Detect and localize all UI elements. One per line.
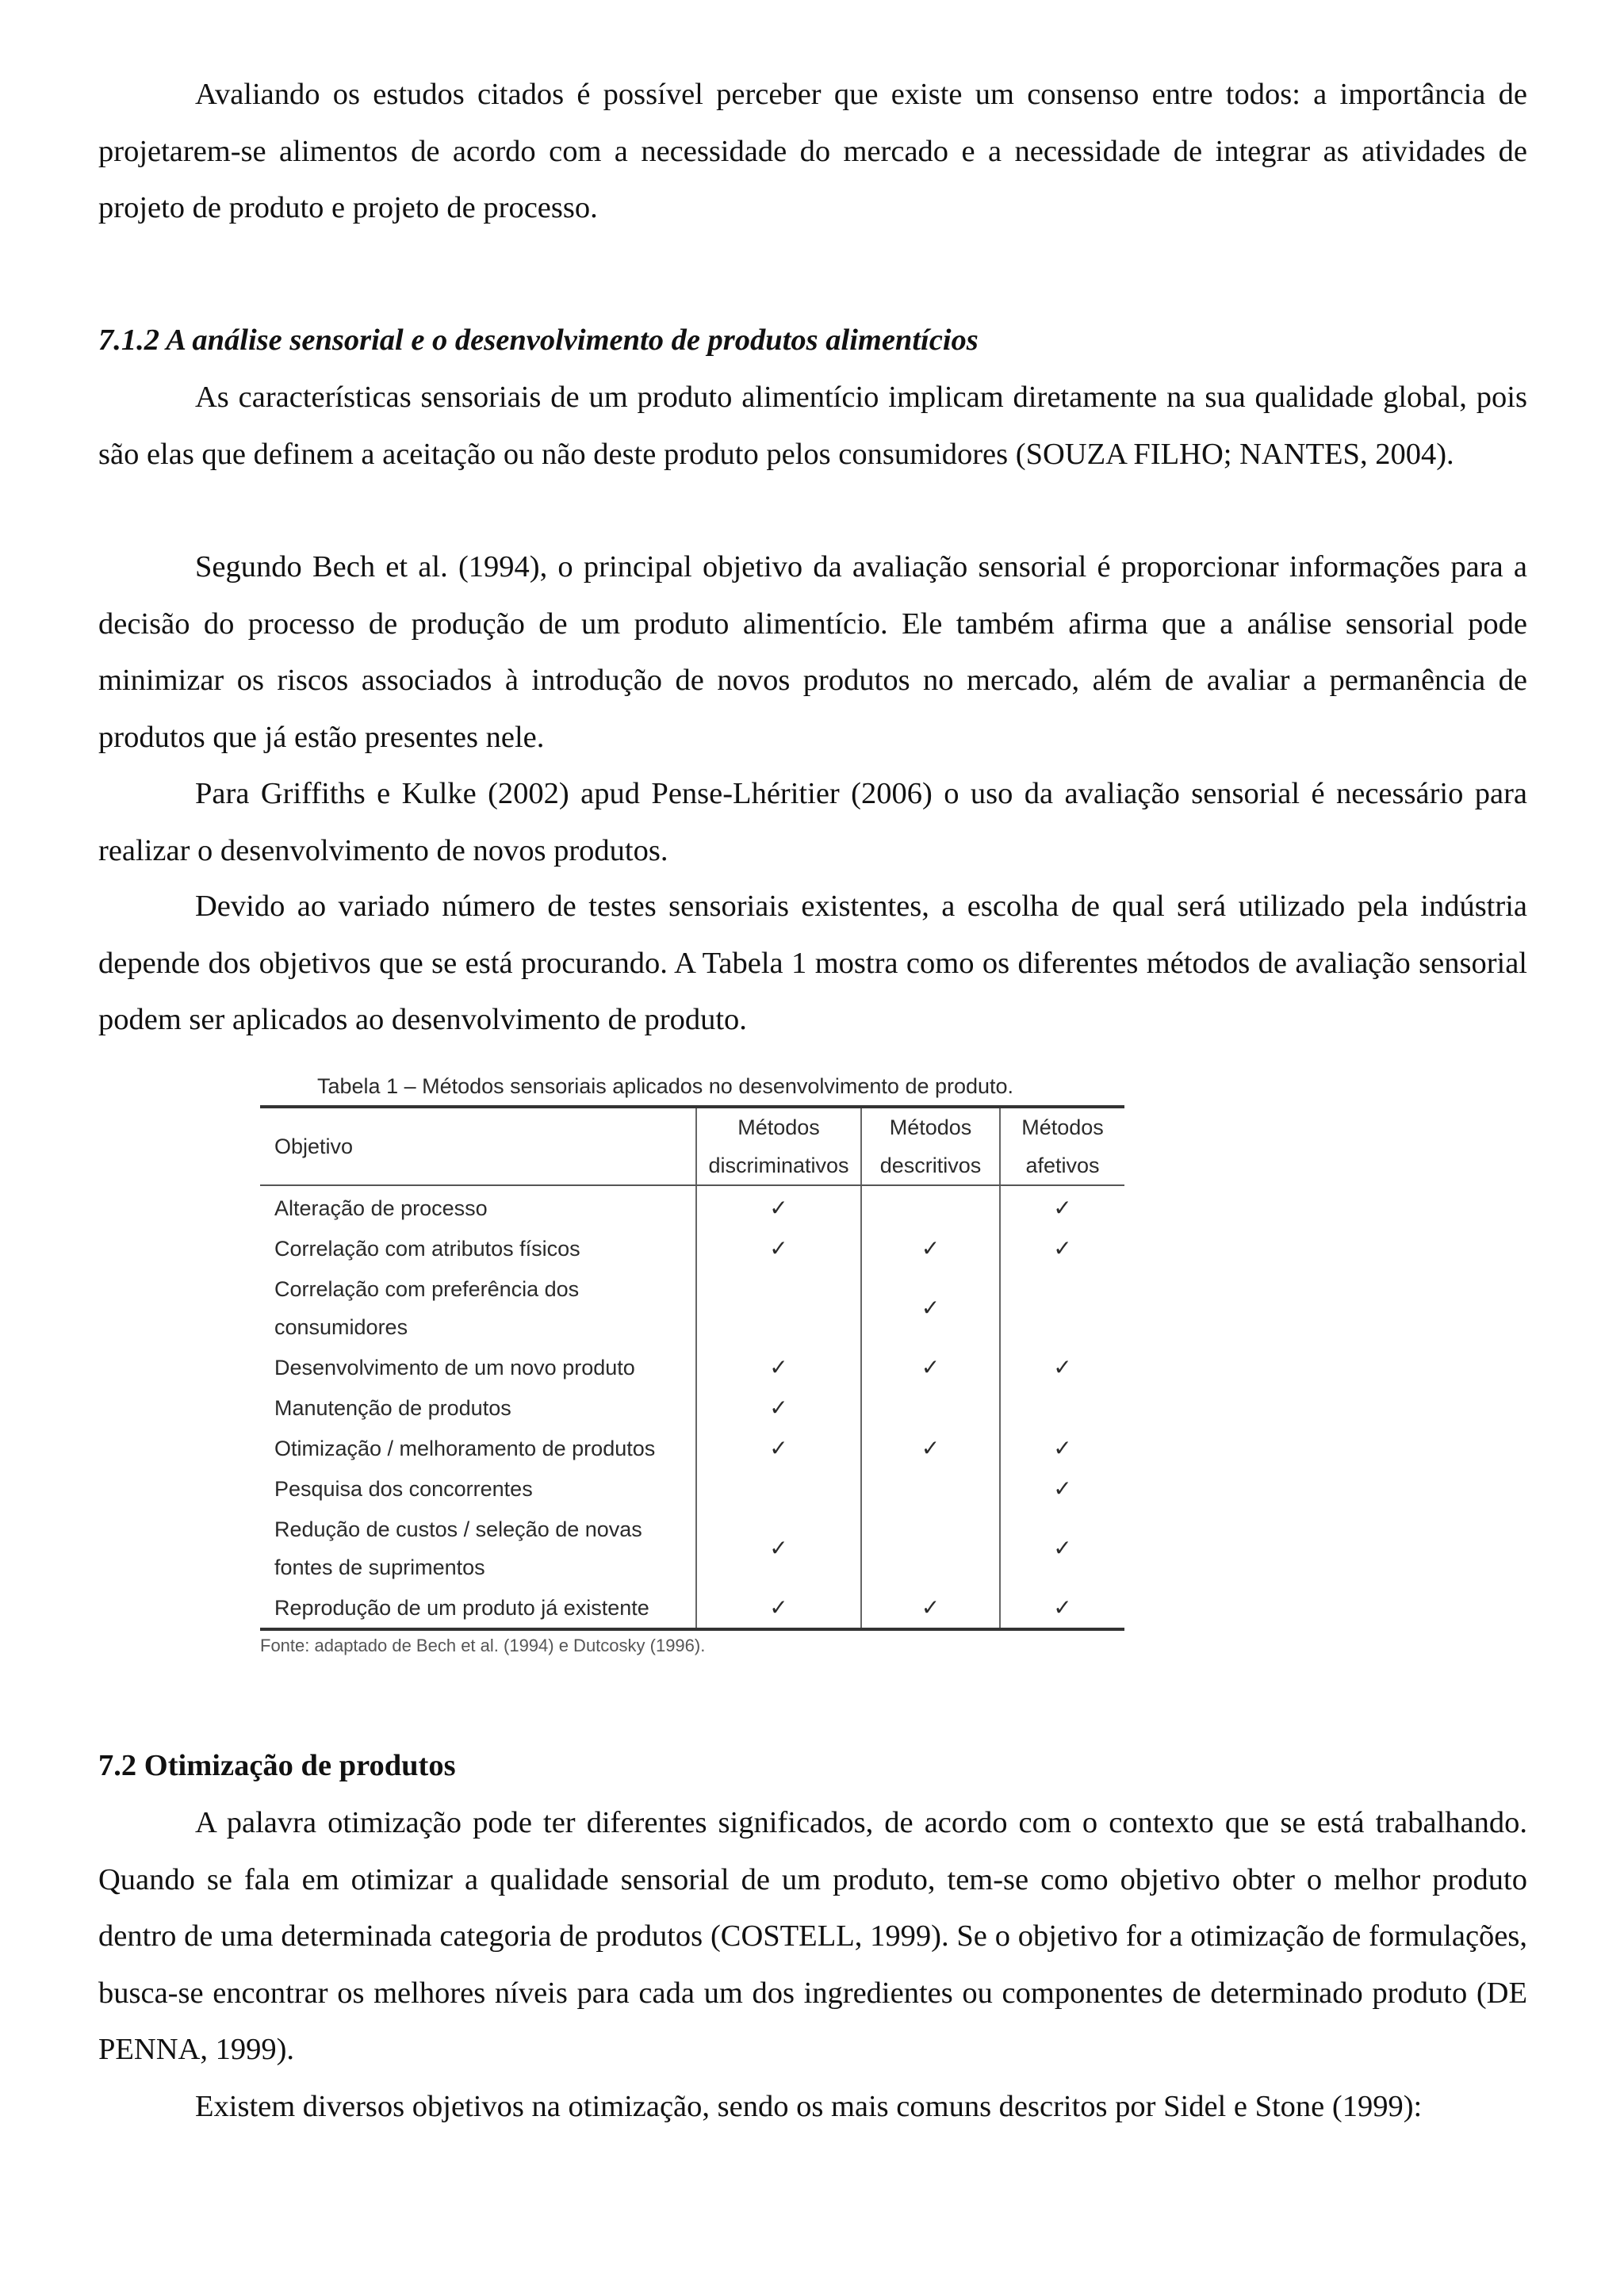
- check-descritivos: ✓: [861, 1269, 1000, 1347]
- check-discriminativos: ✓: [696, 1185, 861, 1228]
- paragraph-objetivos-otimizacao: Existem diversos objetivos na otimização, sendo os mais comuns descritos por Sidel e Stone (1999):: [195, 2090, 1423, 2123]
- check-discriminativos: [696, 1468, 861, 1509]
- check-descritivos: [861, 1509, 1000, 1587]
- check-afetivos: ✓: [1000, 1587, 1124, 1629]
- header-descritivos: Métodos descritivos: [861, 1107, 1000, 1185]
- check-descritivos: ✓: [861, 1587, 1000, 1629]
- row-label: Correlação com atributos físicos: [274, 1236, 580, 1261]
- row-label: Alteração de processo: [274, 1196, 488, 1220]
- table-row: [260, 1269, 1124, 1347]
- check-afetivos: ✓: [1000, 1228, 1124, 1269]
- row-label: Manutenção de produtos: [274, 1395, 511, 1420]
- table-header-row: [260, 1107, 1124, 1185]
- table-caption: Tabela 1 – Métodos sensoriais aplicados no desenvolvimento de produto.: [317, 1074, 1014, 1098]
- row-label: Desenvolvimento de um novo produto: [274, 1355, 635, 1380]
- check-afetivos: ✓: [1000, 1509, 1124, 1587]
- check-discriminativos: [696, 1269, 861, 1347]
- table-row: [260, 1387, 1124, 1428]
- paragraph-caracteristicas-sensoriais: As características sensoriais de um produto alimentício implicam diretamente na sua qualidade global, pois são elas que definem a aceitação ou não deste produto pelos consumidores (SOUZA FILHO; NANTES, 2004).: [98, 381, 1527, 471]
- header-objetivo: Objetivo: [260, 1107, 696, 1185]
- sensory-methods-table: [260, 1105, 1124, 1631]
- table-row: [260, 1347, 1124, 1387]
- header-afetivos: Métodos afetivos: [1000, 1107, 1124, 1185]
- check-discriminativos: ✓: [696, 1387, 861, 1428]
- table-figure: [260, 1067, 1124, 1656]
- check-afetivos: ✓: [1000, 1428, 1124, 1468]
- check-discriminativos: ✓: [696, 1228, 861, 1269]
- row-label: Otimização / melhoramento de produtos: [274, 1436, 656, 1460]
- check-descritivos: ✓: [861, 1428, 1000, 1468]
- check-discriminativos: ✓: [696, 1587, 861, 1629]
- paragraph-otimizacao: A palavra otimização pode ter diferentes significados, de acordo com o contexto que se está trabalhando. Quando se fala em otimizar a qualidade sensorial de um produto, tem-se como objetivo obter o melhor produto dentro de uma determinada categoria de produtos (COSTELL, 1999). Se o objetivo for a otimização de formulações, busca-se encontrar os melhores níveis para cada um dos ingredientes ou componentes de determinado produto (DE PENNA, 1999).: [98, 1806, 1527, 2066]
- row-label: Pesquisa dos concorrentes: [274, 1476, 533, 1501]
- check-descritivos: [861, 1387, 1000, 1428]
- paragraph-bech: Segundo Bech et al. (1994), o principal objetivo da avaliação sensorial é proporcionar informações para a decisão do processo de produção de um produto alimentício. Ele também afirma que a análise sensorial pode minimizar os riscos associados à introdução de novos produtos no mercado, além de avaliar a permanência de produtos que já estão presentes nele.: [98, 550, 1527, 754]
- table-row: [260, 1228, 1124, 1269]
- check-descritivos: [861, 1185, 1000, 1228]
- section-heading-7-1-2: 7.1.2 A análise sensorial e o desenvolvimento de produtos alimentícios: [98, 323, 979, 357]
- check-afetivos: [1000, 1387, 1124, 1428]
- table-source: Fonte: adaptado de Bech et al. (1994) e Dutcosky (1996).: [260, 1636, 706, 1655]
- check-afetivos: ✓: [1000, 1185, 1124, 1228]
- table-row: [260, 1587, 1124, 1629]
- table-row: [260, 1468, 1124, 1509]
- row-label: Correlação com preferência dos consumidores: [274, 1276, 580, 1339]
- check-discriminativos: ✓: [696, 1428, 861, 1468]
- paragraph-griffiths-kulke: Para Griffiths e Kulke (2002) apud Pense-Lhéritier (2006) o uso da avaliação sensorial é necessário para realizar o desenvolvimento de novos produtos.: [98, 777, 1527, 867]
- table-row: [260, 1509, 1124, 1587]
- paragraph-consenso: Avaliando os estudos citados é possível perceber que existe um consenso entre todos: a importância de projetarem-se alimentos de acordo com a necessidade do mercado e a necessidade de integrar as atividades de projeto de produto e projeto de processo.: [98, 78, 1527, 224]
- row-label: Redução de custos / seleção de novas fontes de suprimentos: [274, 1517, 642, 1579]
- check-afetivos: ✓: [1000, 1347, 1124, 1387]
- check-afetivos: [1000, 1269, 1124, 1347]
- check-discriminativos: ✓: [696, 1347, 861, 1387]
- check-descritivos: ✓: [861, 1347, 1000, 1387]
- header-discriminativos: Métodos discriminativos: [696, 1107, 861, 1185]
- table-row: [260, 1428, 1124, 1468]
- check-descritivos: [861, 1468, 1000, 1509]
- paragraph-testes-sensoriais: Devido ao variado número de testes sensoriais existentes, a escolha de qual será utilizado pela indústria depende dos objetivos que se está procurando. A Tabela 1 mostra como os diferentes métodos de avaliação sensorial podem ser aplicados ao desenvolvimento de produto.: [98, 890, 1527, 1036]
- row-label: Reprodução de um produto já existente: [274, 1595, 649, 1620]
- check-discriminativos: ✓: [696, 1509, 861, 1587]
- table-row: [260, 1185, 1124, 1228]
- section-heading-7-2: 7.2 Otimização de produtos: [98, 1749, 456, 1782]
- check-afetivos: ✓: [1000, 1468, 1124, 1509]
- check-descritivos: ✓: [861, 1228, 1000, 1269]
